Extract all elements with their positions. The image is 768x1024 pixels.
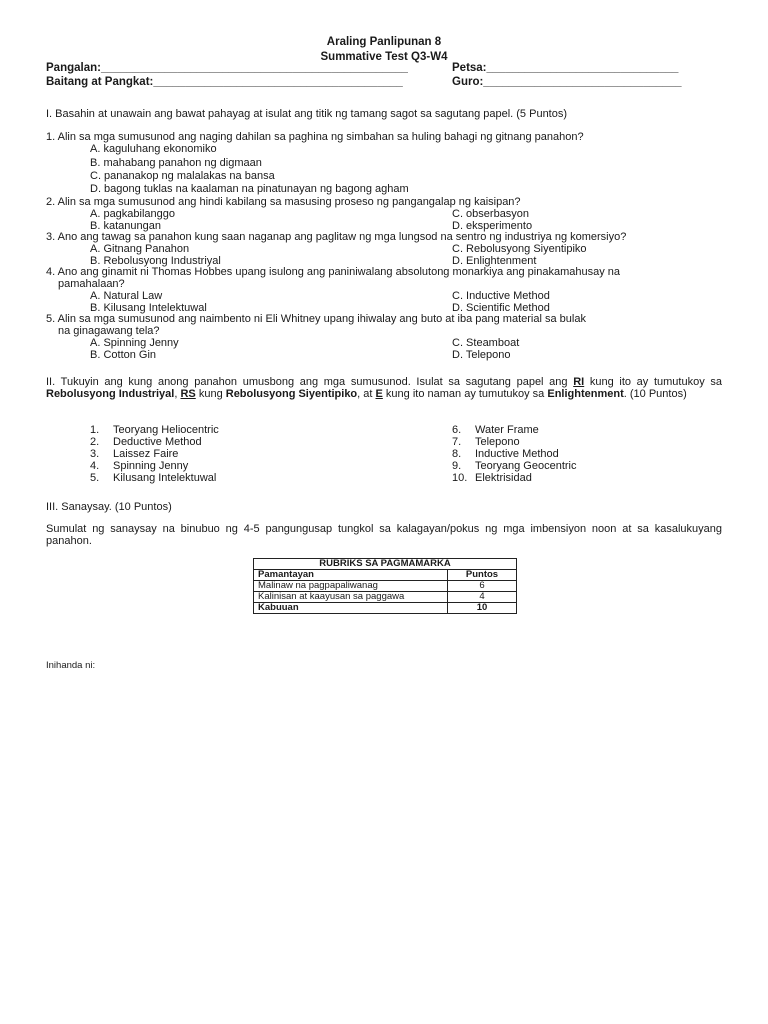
item-num: 6. — [452, 424, 462, 436]
list-item: Deductive Method — [113, 436, 202, 448]
pangalan-field[interactable]: Pangalan:________________________________________________ — [46, 62, 408, 74]
item-num: 9. — [452, 460, 462, 472]
part3-heading: III. Sanaysay. (10 Puntos) — [46, 501, 172, 513]
item-num: 7. — [452, 436, 462, 448]
q3-choice-c: C. Rebolusyong Siyentipiko — [452, 243, 587, 255]
item-num: 5. — [90, 472, 100, 484]
q3-choice-a: A. Gitnang Panahon — [90, 243, 190, 255]
list-item: Laissez Faire — [113, 448, 179, 460]
rs-code: RS — [180, 387, 196, 400]
item-num: 8. — [452, 448, 462, 460]
rubric-title: RUBRIKS SA PAGMAMARKA — [254, 559, 517, 570]
rubric-total-label: Kabuuan — [254, 603, 448, 614]
rubric-total-value: 10 — [448, 603, 517, 614]
rubric-col-points: Puntos — [448, 570, 517, 581]
q1-choice-d: D. bagong tuklas na kaalaman na pinatunayan ng bagong agham — [90, 183, 409, 195]
part2-instruction: II. Tukuyin ang kung anong panahon umusbong ang mga sumusunod. Isulat sa sagutang papel ang RI kung ito ay tumutukoy sa Rebolusyong Industriyal, RS kung Rebolusyong Siyentipiko, at E kung ito naman ay tumutukoy sa Enlightenment. (10 Puntos) — [46, 376, 722, 400]
rubric-points: 6 — [448, 581, 517, 592]
list-item: Inductive Method — [475, 448, 559, 460]
guro-field[interactable]: Guro:_______________________________ — [452, 76, 682, 88]
q2-choice-a: A. pagkabilanggo — [90, 208, 176, 220]
q1-choice-a: A. kaguluhang ekonomiko — [90, 143, 217, 155]
prepared-by-label: Inihanda ni: — [46, 660, 96, 671]
q4-choice-b: B. Kilusang Intelektuwal — [90, 302, 207, 314]
petsa-field[interactable]: Petsa:______________________________ — [452, 62, 679, 74]
table-row — [254, 603, 517, 614]
rubric-table — [253, 558, 517, 614]
list-item: Teoryang Heliocentric — [113, 424, 219, 436]
q4-choice-c: C. Inductive Method — [452, 290, 550, 302]
document-subtitle: Summative Test Q3-W4 — [320, 51, 448, 63]
q5-choice-a: A. Spinning Jenny — [90, 337, 179, 349]
list-item: Spinning Jenny — [113, 460, 189, 472]
rubric-criterion: Malinaw na pagpapaliwanag — [254, 581, 448, 592]
e-code: E — [375, 387, 383, 400]
baitang-field[interactable]: Baitang at Pangkat:_______________________________________ — [46, 76, 403, 88]
q2-choice-b: B. katanungan — [90, 220, 161, 232]
list-item: Telepono — [475, 436, 520, 448]
table-row — [254, 581, 517, 592]
rubric-col-criteria: Pamantayan — [254, 570, 448, 581]
item-num: 2. — [90, 436, 100, 448]
q5-choice-d: D. Telepono — [452, 349, 511, 361]
q4-choice-d: D. Scientific Method — [452, 302, 550, 314]
q5-choice-b: B. Cotton Gin — [90, 349, 157, 361]
list-item: Water Frame — [475, 424, 539, 436]
part1-instruction: I. Basahin at unawain ang bawat pahayag at isulat ang titik ng tamang sagot sa sagutang papel. (5 Puntos) — [46, 108, 568, 120]
q3-choice-b: B. Rebolusyong Industriyal — [90, 255, 221, 267]
q3-choice-d: D. Enlightenment — [452, 255, 537, 267]
table-row — [254, 592, 517, 603]
q4-choice-a: A. Natural Law — [90, 290, 163, 302]
q4-text-cont: pamahalaan? — [58, 278, 125, 290]
q2-text: 2. Alin sa mga sumusunod ang hindi kabilang sa masusing proseso ng pangangalap ng kaisipan? — [46, 196, 521, 208]
ri-code: RI — [573, 376, 585, 388]
rubric-criterion: Kalinisan at kaayusan sa paggawa — [254, 592, 448, 603]
item-num: 10. — [452, 472, 468, 484]
rubric-points: 4 — [448, 592, 517, 603]
list-item: Teoryang Geocentric — [475, 460, 577, 472]
q1-choice-c: C. pananakop ng malalakas na bansa — [90, 170, 275, 182]
item-num: 4. — [90, 460, 100, 472]
document-title: Araling Panlipunan 8 — [326, 36, 442, 48]
q4-text: 4. Ano ang ginamit ni Thomas Hobbes upang isulong ang paniniwalang absolutong monarkiya ang pinakamahusay na — [46, 266, 621, 278]
q5-choice-c: C. Steamboat — [452, 337, 520, 349]
q5-text: 5. Alin sa mga sumusunod ang naimbento ni Eli Whitney upang ihiwalay ang buto at iba pang material sa bulak — [46, 313, 586, 325]
q3-text: 3. Ano ang tawag sa panahon kung saan naganap ang paglitaw ng mga lungsod na sentro ng industriya ng komersiyo? — [46, 231, 627, 243]
q2-choice-d: D. eksperimento — [452, 220, 533, 232]
q2-choice-c: C. obserbasyon — [452, 208, 530, 220]
q5-text-cont: na ginagawang tela? — [58, 325, 160, 337]
part3-text: Sumulat ng sanaysay na binubuo ng 4-5 pangungusap tungkol sa kalagayan/pokus ng mga imbensiyon noon at sa kasalukuyang panahon. — [46, 523, 722, 547]
item-num: 1. — [90, 424, 100, 436]
q1-text: 1. Alin sa mga sumusunod ang naging dahilan sa paghina ng simbahan sa huling bahagi ng gitnang panahon? — [46, 131, 584, 143]
list-item: Elektrisidad — [475, 472, 532, 484]
q1-choice-b: B. mahabang panahon ng digmaan — [90, 157, 262, 169]
item-num: 3. — [90, 448, 100, 460]
list-item: Kilusang Intelektuwal — [113, 472, 217, 484]
